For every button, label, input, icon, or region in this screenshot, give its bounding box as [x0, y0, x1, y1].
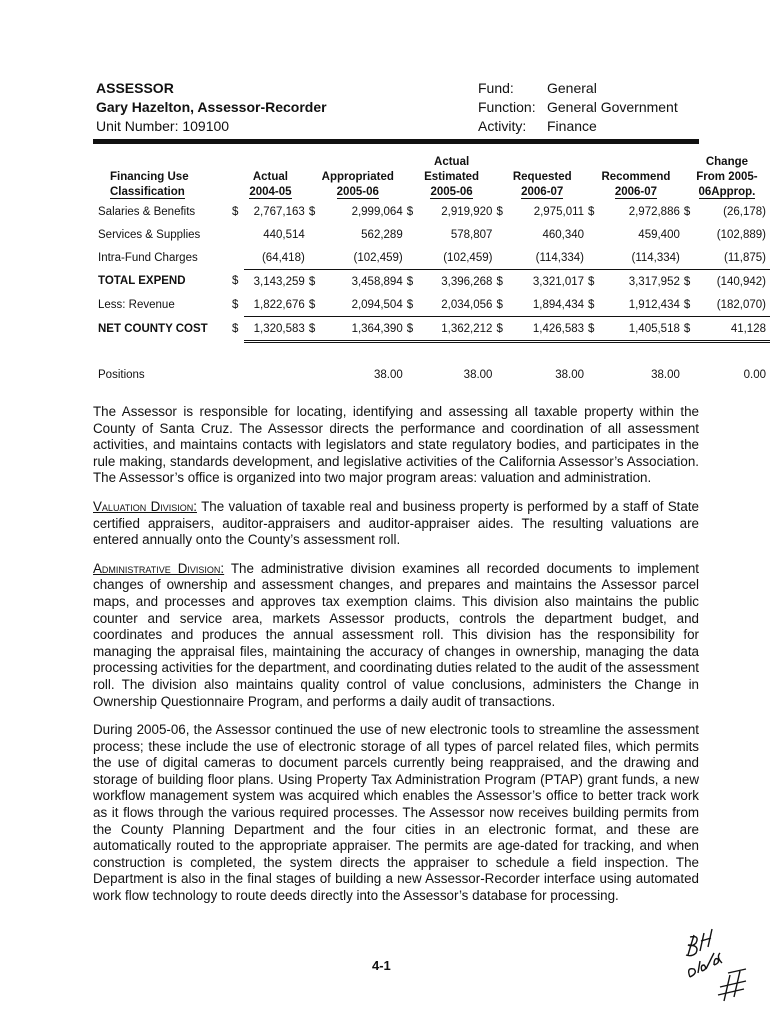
financing-table — [92, 150, 770, 382]
cell-value: 2,919,920 — [441, 205, 493, 218]
dollar-sign: $ — [308, 205, 316, 218]
handwritten-initials-signature — [680, 925, 760, 1005]
dollar-sign: $ — [588, 293, 598, 317]
fund-label: Fund: — [478, 80, 514, 96]
function-value: General Government — [547, 99, 678, 115]
column-header — [92, 150, 232, 200]
cell-value: 3,458,894 — [351, 275, 403, 288]
paragraph-valuation — [93, 499, 699, 549]
cell-value: 2,767,163 — [253, 205, 305, 218]
dollar-sign: $ — [496, 317, 506, 342]
header-line: Actual — [434, 156, 470, 168]
cell-value: 459,400 — [638, 228, 680, 241]
paragraph-administrative — [93, 561, 699, 710]
dollar-sign: $ — [496, 275, 503, 288]
administrative-heading: Administrative Division: — [93, 560, 225, 576]
row-label: Intra-Fund Charges — [98, 251, 198, 264]
dollar-sign: $ — [496, 293, 506, 317]
cell-value: 38.00 — [651, 368, 680, 381]
header-line: From 2005- — [696, 171, 758, 183]
cell-value: 2,975,011 — [533, 205, 585, 218]
dollar-sign: $ — [588, 275, 595, 288]
cell-value: 1,362,212 — [416, 317, 496, 342]
dollar-sign: $ — [309, 317, 319, 342]
fund-value: General — [547, 80, 597, 96]
column-header — [496, 150, 588, 200]
column-header — [407, 150, 497, 200]
cell-value: 1,912,434 — [598, 293, 684, 317]
table-row — [92, 200, 770, 223]
table-row — [92, 270, 770, 294]
column-header — [309, 150, 407, 200]
dollar-sign: $ — [232, 298, 239, 311]
cell-value: 38.00 — [373, 368, 403, 381]
header-line: Actual — [252, 171, 288, 183]
dollar-sign: $ — [588, 205, 595, 218]
dollar-sign: $ — [683, 205, 691, 218]
dollar-sign: $ — [406, 275, 414, 288]
dollar-sign: $ — [406, 205, 414, 218]
cell-value: 2,972,886 — [628, 205, 680, 218]
dollar-sign — [309, 223, 319, 246]
dollar-sign: $ — [309, 293, 319, 317]
cell-value: 38.00 — [555, 368, 585, 381]
cell-value: (140,942) — [716, 275, 766, 288]
cell-value: 3,317,952 — [628, 275, 680, 288]
cell-value: 1,426,583 — [506, 317, 588, 342]
cell-value: 440,514 — [263, 228, 305, 241]
dollar-sign: $ — [407, 317, 417, 342]
cell-value: 2,094,504 — [319, 293, 407, 317]
dollar-sign — [588, 246, 598, 270]
cell-value: (64,418) — [244, 246, 309, 270]
function-label: Function: — [478, 99, 536, 115]
dollar-sign — [232, 223, 244, 246]
cell-value: 1,405,518 — [598, 317, 684, 342]
header-line: 2005-06 — [336, 186, 379, 198]
dollar-sign — [407, 246, 417, 270]
administrative-text: The administrative division examines all recorded documents to implement changes of ownership and assessment changes, and prepares and maintains the Assessor parcel maps, and processes and approves tax exemption claims. This division also maintains the public counter and service area, markets Assessor products, controls the department budget, and coordinates and produces the annual assessment roll. This division has the responsibility for managing the appraisal files, maintaining the accuracy of changes in ownership, managing the data processing activities for the department, and coordinating duties related to the audit of the assessment roll. The division also maintains quality control of value conclusions, administers the Change in Ownership Questionnaire Program, and performs a daily audit of transactions. — [93, 560, 699, 709]
description — [93, 404, 699, 917]
header-line: 06Approp. — [698, 186, 756, 198]
header-line: Classification — [110, 186, 185, 198]
cell-value: (114,334) — [598, 246, 684, 270]
cell-value: 1,364,390 — [319, 317, 407, 342]
dollar-sign — [588, 223, 598, 246]
cell-value: (182,070) — [694, 293, 770, 317]
activity-label: Activity: — [478, 118, 527, 134]
cell-value: 578,807 — [450, 228, 493, 241]
cell-value: 38.00 — [463, 368, 493, 381]
dollar-sign — [407, 223, 417, 246]
dollar-sign — [309, 246, 319, 270]
dollar-sign — [496, 342, 506, 382]
dollar-sign — [684, 246, 694, 270]
header-line: Requested — [512, 171, 572, 183]
paragraph-intro: The Assessor is responsible for locating, identifying and assessing all taxable property within the County of Santa Cruz. The Assessor directs the performance and coordination of all assessment activities, and maintains contacts with legislators and state regulatory bodies, and participates in the rule making, standards development, and legislative activities of the California Assessor’s Association. The Assessor’s office is organized into two major program areas: valuation and administration. — [93, 404, 699, 486]
dollar-sign — [232, 342, 244, 382]
valuation-heading: Valuation Division: — [93, 498, 197, 514]
cell-value: (102,459) — [416, 246, 496, 270]
cell-value: (11,875) — [694, 246, 770, 270]
dollar-sign: $ — [232, 205, 239, 218]
dollar-sign: $ — [496, 205, 503, 218]
dollar-sign: $ — [308, 275, 316, 288]
row-label: NET COUNTY COST — [98, 323, 208, 335]
paragraph-tools: During 2005-06, the Assessor continued the use of new electronic tools to streamline the assessment process; these include the use of electronic storage of all types of parcel related files, which permits the use of digital cameras to document parcels currently being reappraised, and the drawing and storage of building floor plans. Using Property Tax Administration Program (PTAP) grant funds, a new workflow management system was acquired which enables the Assessor’s office to better track work as it flows through the various required processes. The Assessor now receives building permits from the County Planning Department and the four cities in an electronic format, and these are automatically routed to the appropriate appraiser. The permits are age-dated for tracking, and when construction is completed, the system directs the appraiser to schedule a field inspection. The Department is also in the final stages of building a new Assessor-Recorder interface using automated work flow technology to route deeds directly into the Assessor’s database for processing. — [93, 722, 699, 904]
dollar-sign: $ — [232, 323, 239, 335]
row-label: Salaries & Benefits — [98, 205, 196, 218]
cell-value: 3,143,259 — [253, 275, 305, 288]
header-line: 2006-07 — [614, 186, 658, 198]
column-header — [684, 150, 770, 200]
cell-value: 2,999,064 — [351, 205, 403, 218]
cell-value: (102,889) — [716, 228, 766, 241]
header-line: 2004-05 — [249, 186, 292, 198]
cell-value: 41,128 — [694, 317, 770, 342]
row-label: Services & Supplies — [98, 228, 201, 241]
header-rule — [93, 139, 699, 144]
header-line: Estimated — [424, 171, 480, 183]
page-number: 4-1 — [372, 958, 391, 973]
dollar-sign — [407, 342, 417, 382]
header-line: Change — [705, 156, 749, 168]
dollar-sign — [684, 223, 694, 246]
table-row — [92, 317, 770, 342]
table-row — [92, 223, 770, 246]
cell-value: 562,289 — [361, 228, 403, 241]
dollar-sign — [684, 342, 694, 382]
row-label: Positions — [98, 368, 145, 381]
header-line: 2006-07 — [521, 186, 564, 198]
dollar-sign — [496, 223, 506, 246]
valuation-text: The valuation of taxable real and business property is performed by a staff of State certified appraisers, auditor-appraisers and auditor-appraiser aides. The resulting valuations are entered annually onto the County’s assessment roll. — [93, 498, 700, 548]
table-row — [92, 246, 770, 270]
dollar-sign — [232, 246, 244, 270]
header-line: 2005-06 — [430, 186, 473, 198]
header-line: Appropriated — [321, 171, 394, 183]
dollar-sign: $ — [684, 293, 694, 317]
dollar-sign — [309, 342, 319, 382]
cell-value: 1,320,583 — [244, 317, 309, 342]
cell-value: (102,459) — [319, 246, 407, 270]
dollar-sign: $ — [232, 275, 239, 288]
row-label: TOTAL EXPEND — [98, 275, 186, 288]
cell-value — [244, 342, 309, 382]
department-name: ASSESSOR — [96, 80, 174, 96]
dollar-sign: $ — [684, 317, 694, 342]
cell-value: 0.00 — [743, 368, 766, 381]
dollar-sign — [588, 342, 598, 382]
row-label: Less: Revenue — [98, 298, 175, 311]
cell-value: 1,894,434 — [506, 293, 588, 317]
cell-value: 2,034,056 — [416, 293, 496, 317]
column-header — [588, 150, 684, 200]
unit-number: Unit Number: 109100 — [96, 118, 230, 134]
department-head: Gary Hazelton, Assessor-Recorder — [96, 99, 327, 115]
cell-value: 460,340 — [542, 228, 585, 241]
activity-value: Finance — [547, 118, 597, 134]
dollar-sign — [496, 246, 506, 270]
header-line: Recommend — [601, 171, 671, 183]
dollar-sign: $ — [683, 275, 691, 288]
cell-value: 3,321,017 — [532, 275, 585, 288]
cell-value: (114,334) — [506, 246, 588, 270]
dollar-sign: $ — [588, 317, 598, 342]
table-row — [92, 342, 770, 382]
header-line: Financing Use — [110, 171, 189, 183]
dollar-sign: $ — [407, 293, 417, 317]
cell-value: (26,178) — [723, 205, 766, 218]
cell-value: 3,396,268 — [441, 275, 493, 288]
cell-value: 1,822,676 — [244, 293, 309, 317]
table-row — [92, 293, 770, 317]
column-header — [232, 150, 309, 200]
